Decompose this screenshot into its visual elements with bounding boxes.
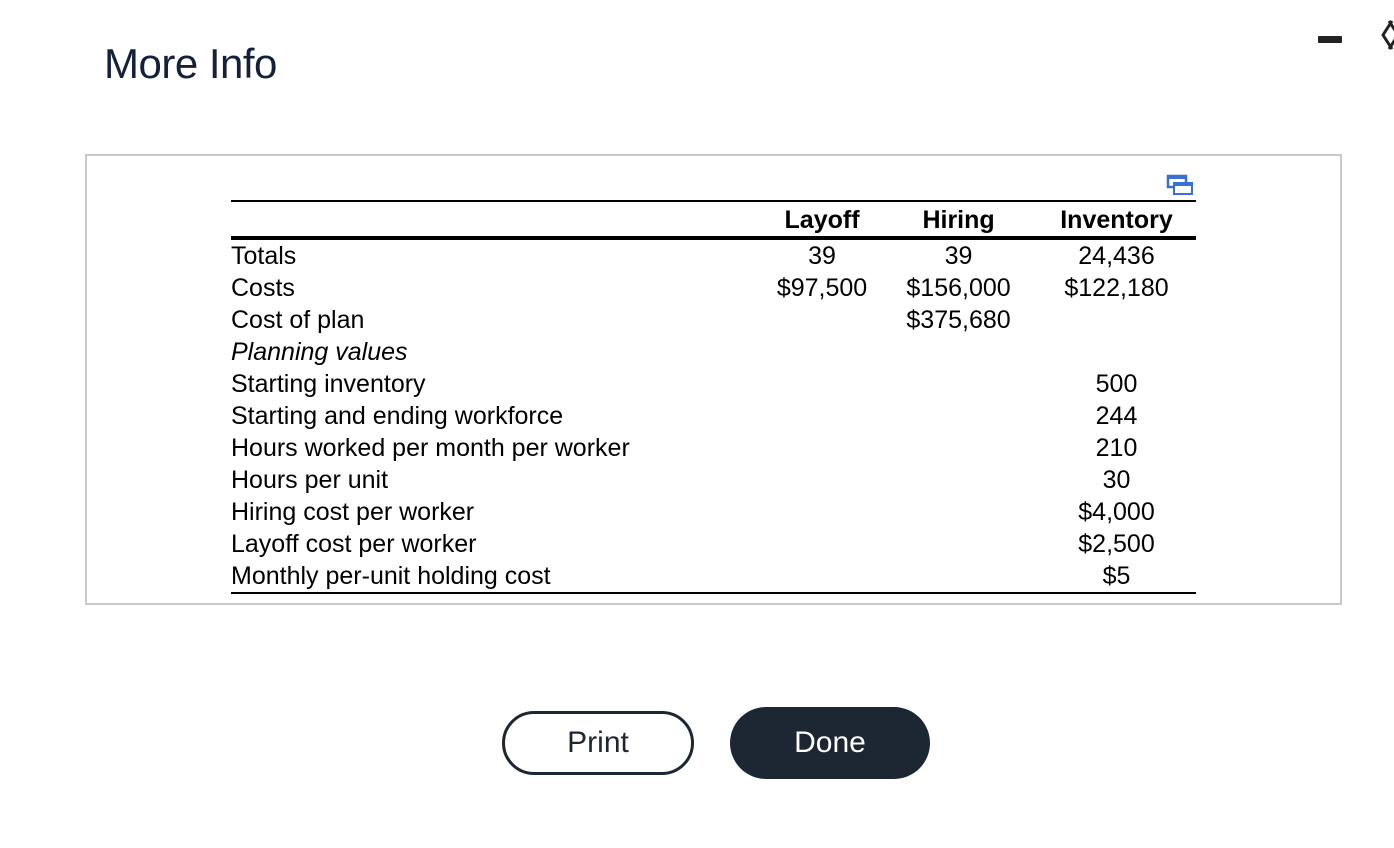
table-row bbox=[231, 560, 1196, 593]
table-row bbox=[231, 400, 1196, 432]
row-label: Hours worked per month per worker bbox=[231, 434, 630, 462]
table-row bbox=[231, 336, 1196, 368]
hiring-value bbox=[880, 368, 1037, 400]
row-label: Monthly per-unit holding cost bbox=[231, 560, 764, 593]
inventory-value bbox=[1037, 336, 1196, 368]
layoff-value: $97,500 bbox=[776, 274, 868, 302]
inventory-value: $2,500 bbox=[1078, 530, 1155, 558]
header-inventory: Inventory bbox=[1037, 201, 1196, 238]
row-label: Costs bbox=[231, 274, 295, 302]
table-row bbox=[231, 368, 1196, 400]
table-header-row bbox=[231, 201, 1196, 238]
done-button[interactable]: Done bbox=[730, 707, 930, 779]
layoff-value bbox=[764, 400, 880, 432]
inventory-value: 30 bbox=[1102, 466, 1131, 494]
row-label: Layoff cost per worker bbox=[231, 530, 477, 558]
minimize-icon[interactable] bbox=[1318, 36, 1342, 43]
inventory-value: $4,000 bbox=[1078, 498, 1155, 526]
hiring-value bbox=[880, 336, 1037, 368]
hiring-value: $375,680 bbox=[906, 306, 1011, 334]
header-hiring: Hiring bbox=[880, 201, 1037, 238]
table-row bbox=[231, 304, 1196, 336]
row-label: Cost of plan bbox=[231, 306, 365, 334]
layoff-value bbox=[764, 336, 880, 368]
table-row bbox=[231, 528, 1196, 560]
print-button[interactable]: Print bbox=[502, 711, 694, 775]
hiring-value: 39 bbox=[944, 242, 973, 270]
table-row bbox=[231, 272, 1196, 304]
row-label: Starting inventory bbox=[231, 370, 426, 398]
table-row bbox=[231, 496, 1196, 528]
table-row bbox=[231, 432, 1196, 464]
hiring-value bbox=[880, 432, 1037, 464]
header-empty bbox=[231, 201, 764, 238]
close-icon[interactable] bbox=[1378, 18, 1394, 52]
copy-table-icon[interactable] bbox=[1166, 174, 1194, 196]
inventory-value: 210 bbox=[1095, 434, 1138, 462]
layoff-value bbox=[764, 464, 880, 496]
row-label: Hours per unit bbox=[231, 466, 389, 494]
table-row bbox=[231, 238, 1196, 272]
inventory-value: $122,180 bbox=[1064, 274, 1169, 302]
hiring-value bbox=[880, 528, 1037, 560]
hiring-value bbox=[880, 560, 1037, 593]
hiring-value bbox=[880, 464, 1037, 496]
layoff-value bbox=[764, 432, 880, 464]
planning-table bbox=[231, 200, 1196, 594]
inventory-value bbox=[1037, 304, 1196, 336]
row-label: Hiring cost per worker bbox=[231, 498, 475, 526]
hiring-value bbox=[880, 496, 1037, 528]
layoff-value bbox=[764, 496, 880, 528]
hiring-value: $156,000 bbox=[906, 274, 1011, 302]
row-label: Starting and ending workforce bbox=[231, 402, 564, 430]
layoff-value: 39 bbox=[808, 242, 836, 270]
layoff-value bbox=[764, 560, 880, 593]
hiring-value bbox=[880, 400, 1037, 432]
inventory-value: 24,436 bbox=[1078, 242, 1155, 270]
dialog-title: More Info bbox=[104, 40, 277, 87]
inventory-value: 244 bbox=[1095, 402, 1138, 430]
layoff-value bbox=[764, 528, 880, 560]
header-layoff: Layoff bbox=[764, 201, 880, 238]
row-label: Totals bbox=[231, 242, 297, 270]
row-label: Planning values bbox=[231, 338, 408, 366]
inventory-value: $5 bbox=[1037, 560, 1196, 593]
table-row bbox=[231, 464, 1196, 496]
layoff-value bbox=[764, 368, 880, 400]
inventory-value: 500 bbox=[1095, 370, 1138, 398]
layoff-value bbox=[764, 304, 880, 336]
